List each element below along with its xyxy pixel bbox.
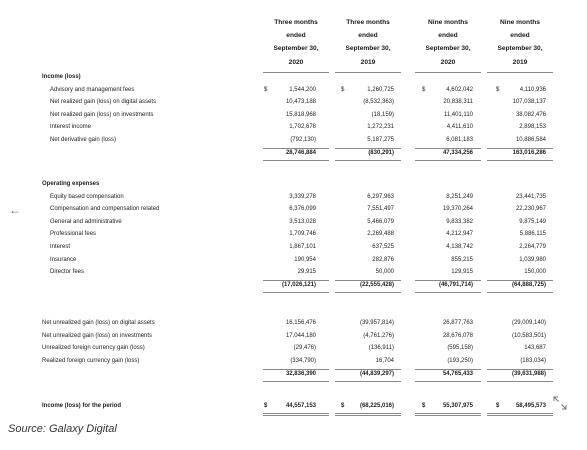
total-rule [263, 280, 329, 281]
column-header-line: ended [286, 32, 306, 40]
currency-symbol: $ [264, 86, 268, 93]
table-cell: 9,875,149 [519, 218, 546, 225]
column-header-line: ended [358, 32, 378, 40]
currency-symbol: $ [422, 403, 426, 409]
column-header-line: ended [438, 32, 458, 40]
table-cell: 11,401,110 [443, 111, 473, 118]
row-label: Interest income [50, 124, 92, 131]
total-rule [487, 369, 553, 370]
table-cell: (4,761,276) [363, 332, 394, 339]
table-cell: 50,000 [375, 269, 394, 276]
column-header-line: 2020 [440, 58, 456, 66]
header-rule [487, 72, 553, 73]
column-header [413, 16, 483, 69]
row-label: Director fees [50, 269, 85, 276]
table-cell: 58,495,573 [515, 403, 546, 409]
table-cell: 6,297,963 [367, 193, 394, 200]
total-rule [415, 415, 481, 416]
total-rule [415, 292, 481, 293]
table-cell: 4,602,042 [446, 86, 473, 93]
row-label: Net unrealized gain (loss) on investments [42, 332, 153, 339]
table-cell: 16,156,476 [285, 320, 316, 326]
table-cell: (334,790) [290, 357, 316, 364]
table-cell: 637,525 [372, 244, 394, 250]
table-cell: 2,269,488 [367, 231, 394, 238]
column-header-line: Nine months [428, 19, 468, 26]
table-cell: 17,044,180 [285, 332, 316, 339]
table-cell: 28,746,884 [285, 150, 316, 157]
currency-symbol: $ [422, 86, 426, 93]
table-cell: (183,034) [520, 357, 546, 364]
table-cell: 5,466,079 [367, 218, 394, 225]
total-rule [487, 280, 553, 281]
table-cell: 150,000 [524, 269, 546, 276]
row-label: Net realized gain (loss) on investments [50, 111, 154, 118]
table-cell: 28,676,078 [442, 332, 473, 339]
table-cell: (18,159) [371, 111, 394, 118]
currency-symbol: $ [264, 403, 268, 409]
total-rule [415, 381, 481, 382]
total-rule [415, 160, 481, 161]
table-cell: 1,867,101 [289, 244, 316, 250]
table-cell: 26,877,763 [442, 320, 473, 326]
table-cell: 47,334,256 [442, 150, 473, 157]
total-rule [415, 413, 481, 414]
column-header-line: Nine months [500, 19, 540, 26]
row-label: Insurance [50, 256, 77, 263]
total-rule [263, 413, 329, 414]
source-caption: Source: Galaxy Digital [8, 423, 117, 435]
table-cell: 4,411,610 [446, 124, 473, 131]
currency-symbol: $ [496, 403, 500, 409]
table-cell: 16,704 [375, 357, 394, 364]
table-cell: 143,687 [524, 345, 546, 352]
table-cell: 4,138,742 [446, 244, 473, 250]
table-cell: 5,886,115 [519, 231, 546, 238]
table-cell: 4,110,936 [519, 86, 546, 93]
total-rule [487, 160, 553, 161]
total-rule [263, 148, 329, 149]
table-cell: (39,631,988) [511, 370, 546, 377]
table-cell: 6,376,099 [289, 206, 316, 213]
financial-statement-image [34, 6, 550, 414]
table-cell: (830,291) [368, 150, 394, 157]
table-cell: 9,833,382 [446, 218, 473, 225]
column-header-line: Three months [346, 19, 390, 26]
table-cell: (17,026,121) [281, 282, 316, 289]
table-cell: 1,709,746 [289, 231, 316, 238]
table-cell: 54,765,433 [442, 370, 473, 377]
table-cell: (64,888,725) [511, 282, 546, 289]
table-cell: 2,264,779 [519, 244, 546, 250]
column-header [333, 16, 403, 69]
column-header-line: 2019 [512, 58, 528, 66]
column-header-line: 2019 [360, 58, 376, 66]
table-cell: (792,130) [290, 137, 316, 143]
table-cell: 19,370,264 [442, 206, 473, 213]
table-cell: 855,215 [451, 256, 473, 263]
column-header-line: Three months [274, 19, 318, 26]
row-label: General and administrative [50, 218, 122, 225]
total-rule [263, 415, 329, 416]
header-rule [335, 72, 401, 73]
total-rule [335, 369, 401, 370]
total-rule [487, 148, 553, 149]
total-rule [335, 148, 401, 149]
table-cell: (10,583,501) [511, 332, 546, 339]
table-cell: 22,230,967 [515, 206, 546, 213]
table-cell: 107,038,137 [512, 99, 546, 106]
table-cell: (44,839,297) [359, 370, 394, 377]
column-header-line: 2020 [288, 58, 304, 66]
total-rule [335, 280, 401, 281]
table-cell: 6,081,183 [446, 137, 473, 143]
total-rule [263, 292, 329, 293]
row-label: Net unrealized gain (loss) on digital assets [42, 320, 155, 326]
column-header-line: September 30, [345, 45, 391, 53]
table-cell: 1,544,200 [289, 86, 316, 93]
table-cell: (136,911) [368, 345, 394, 352]
table-cell: 282,876 [372, 256, 394, 263]
row-label: Compensation and compensation related [50, 206, 160, 213]
total-rule [335, 381, 401, 382]
table-cell: 1,260,725 [367, 86, 394, 93]
table-cell: 10,886,584 [515, 137, 546, 143]
currency-symbol: $ [341, 403, 345, 409]
total-rule [335, 292, 401, 293]
header-rule [263, 72, 329, 73]
table-cell: 15,818,968 [285, 111, 316, 118]
table-cell: 190,954 [294, 256, 316, 263]
total-rule [487, 381, 553, 382]
row-label: Net realized gain (loss) on digital assets [50, 99, 157, 106]
section-heading: Income (loss) [42, 74, 81, 80]
table-cell: (46,791,714) [438, 282, 473, 289]
table-cell: 20,838,311 [443, 99, 473, 106]
table-cell: 8,251,249 [446, 193, 473, 200]
table-cell: 44,557,153 [285, 403, 316, 409]
table-cell: (193,250) [447, 357, 473, 364]
total-rule [487, 415, 553, 416]
row-label: Equity based compensation [50, 193, 124, 200]
row-label: Interest [50, 244, 71, 250]
header-rule [415, 72, 481, 73]
row-label: Realized foreign currency gain (loss) [42, 357, 140, 364]
table-cell: (68,225,016) [359, 403, 394, 409]
table-cell: 2,898,153 [519, 124, 546, 131]
table-cell: 4,212,947 [446, 231, 473, 238]
total-rule [335, 415, 401, 416]
table-cell: (8,532,363) [363, 99, 394, 106]
total-rule [335, 413, 401, 414]
row-label: Advisory and management fees [50, 86, 135, 93]
total-rule [415, 280, 481, 281]
column-header-line: September 30, [273, 45, 319, 53]
table-cell: 163,016,286 [512, 150, 546, 157]
table-cell: 1,702,678 [289, 124, 316, 131]
total-rule [487, 413, 553, 414]
column-header [261, 16, 331, 69]
table-cell: 1,272,231 [367, 124, 394, 131]
total-rule [263, 381, 329, 382]
table-cell: 3,339,278 [289, 193, 316, 200]
table-cell: 23,441,735 [515, 193, 546, 200]
total-rule [487, 292, 553, 293]
total-rule [335, 160, 401, 161]
table-cell: 29,915 [297, 269, 316, 276]
total-rule [263, 160, 329, 161]
table-cell: 10,473,188 [285, 99, 316, 106]
table-cell: 32,836,390 [285, 370, 316, 377]
row-label: Net derivative gain (loss) [50, 137, 117, 143]
currency-symbol: $ [496, 86, 500, 93]
table-cell: (29,009,140) [511, 320, 546, 326]
row-label: Professional fees [50, 231, 97, 238]
currency-symbol: $ [341, 86, 345, 93]
table-cell: (39,957,814) [359, 320, 394, 326]
table-cell: (29,476) [293, 345, 316, 352]
arrow-left-icon[interactable]: ← [9, 203, 21, 217]
column-header [485, 16, 555, 69]
total-rule [263, 369, 329, 370]
table-cell: 3,513,028 [289, 218, 316, 225]
column-header-line: September 30, [425, 45, 471, 53]
row-label: Unrealized foreign currency gain (loss) [42, 345, 145, 352]
table-cell: 7,551,497 [367, 206, 394, 213]
column-header-line: ended [510, 32, 530, 40]
table-cell: 38,082,476 [515, 111, 546, 118]
table-cell: 129,915 [451, 269, 473, 276]
table-cell: 1,039,980 [519, 256, 546, 263]
table-cell: 5,187,275 [367, 137, 394, 143]
expand-icon[interactable] [553, 396, 567, 410]
table-cell: 55,307,975 [442, 403, 473, 409]
column-header-line: September 30, [497, 45, 543, 53]
section-heading: Operating expenses [42, 181, 100, 187]
net-income-label: Income (loss) for the period [42, 403, 122, 409]
total-rule [415, 148, 481, 149]
table-cell: (22,555,428) [359, 282, 394, 289]
table-cell: (595,158) [447, 345, 473, 352]
total-rule [415, 369, 481, 370]
